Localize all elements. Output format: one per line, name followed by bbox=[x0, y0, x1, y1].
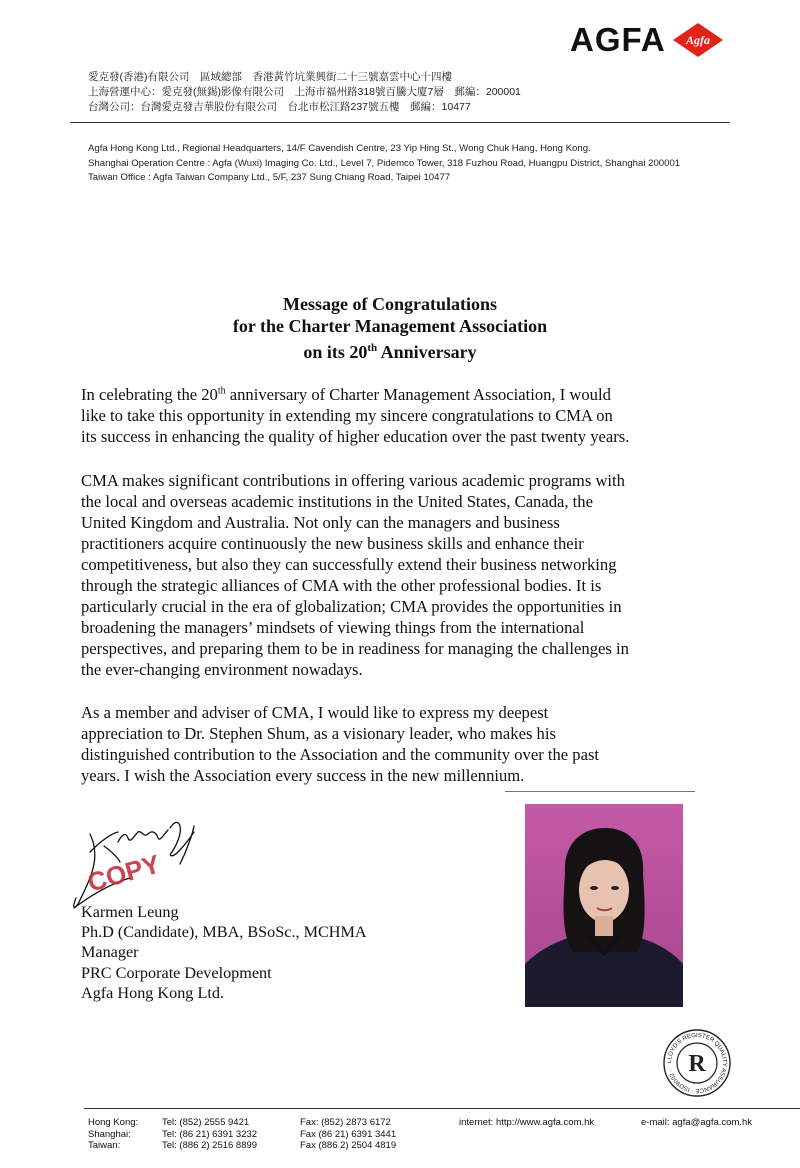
paragraph-1 bbox=[81, 384, 711, 447]
signature-with-copy-stamp bbox=[60, 812, 210, 912]
signatory-name: Karmen Leung bbox=[81, 903, 179, 921]
paragraph-line: CMA makes significant contributions in offering various academic programs with bbox=[81, 471, 625, 490]
paragraph-line: broadening the managers’ mindsets of viewing things from the international bbox=[81, 618, 585, 637]
seal-ring-text: LLOYD'S REGISTER QUALITY ASSURANCE · ISO9002 · bbox=[666, 1032, 728, 1094]
address-cn-taiwan: 台灣公司：台灣愛克發吉華股份有限公司 台北市松江路237號五樓 郵編：10477 bbox=[88, 101, 471, 113]
signatory-role: Manager bbox=[81, 943, 139, 962]
paragraph-line: particularly crucial in the era of globalization; CMA provides the opportunities in bbox=[81, 597, 622, 616]
paragraph-line: competitiveness, but also they can successfully extend their business networking bbox=[81, 555, 617, 574]
address-cn-hk: 愛克發(香港)有限公司 區域總部 香港黃竹坑業興街二十三號嘉雲中心十四樓 bbox=[88, 71, 452, 83]
address-en-hk: Agfa Hong Kong Ltd., Regional Headquarters, 14/F Cavendish Centre, 23 Yip Hing St., Wong Chuk Hang, Hong Kong. bbox=[88, 143, 591, 154]
footer-fax-taiwan: Fax (886 2) 2504 4819 bbox=[300, 1140, 397, 1151]
footer-tel-column bbox=[162, 1117, 257, 1152]
paragraph-line: In celebrating the 20th anniversary of Charter Management Association, I would bbox=[81, 385, 611, 404]
header-address-chinese bbox=[88, 70, 521, 115]
title-line-3: on its 20th Anniversary bbox=[303, 342, 477, 362]
header-divider bbox=[70, 122, 730, 123]
letter-title bbox=[0, 293, 780, 363]
footer-label-shanghai: Shanghai: bbox=[88, 1128, 131, 1140]
logo-mark-text: Agfa bbox=[685, 33, 710, 47]
seal-center-letter: R bbox=[688, 1051, 706, 1077]
paragraph-2 bbox=[81, 470, 711, 680]
paragraph-line: perspectives, and preparing them to be in readiness for managing the challenges in bbox=[81, 639, 629, 658]
title-line-2: for the Charter Management Association bbox=[232, 316, 548, 336]
copy-stamp: COPY bbox=[84, 848, 164, 898]
footer-fax-column bbox=[300, 1117, 396, 1152]
signatory-department: PRC Corporate Development bbox=[81, 963, 272, 982]
title-line-1: Message of Congratulations bbox=[283, 294, 497, 314]
quality-assurance-seal bbox=[662, 1028, 732, 1098]
signatory-company: Agfa Hong Kong Ltd. bbox=[81, 983, 224, 1002]
paragraph-3 bbox=[81, 702, 711, 786]
paragraph-line: As a member and adviser of CMA, I would like to express my deepest bbox=[81, 703, 549, 722]
footer-tel-hk: Tel: (852) 2555 9421 bbox=[162, 1117, 250, 1128]
paragraph-line: United Kingdom and Australia. Not only can the managers and business bbox=[81, 513, 560, 532]
address-cn-shanghai: 上海營運中心：愛克發(無錫)影像有限公司 上海市福州路318號百騰大廈7層 郵編：200001 bbox=[88, 86, 521, 98]
footer-tel-taiwan: Tel: (886 2) 2516 8899 bbox=[162, 1140, 258, 1151]
header-address-english bbox=[88, 142, 680, 186]
footer-label-hk: Hong Kong: bbox=[88, 1117, 139, 1128]
agfa-logo bbox=[570, 22, 724, 58]
signatory-credentials: Ph.D (Candidate), MBA, BSoSc., MCHMA bbox=[81, 923, 367, 942]
paragraph-line: its success in enhancing the quality of higher education over the past twenty years. bbox=[81, 427, 630, 446]
footer-label-taiwan: Taiwan: bbox=[88, 1140, 121, 1151]
logo-wordmark: AGFA bbox=[570, 21, 666, 58]
photo-top-rule bbox=[505, 791, 695, 792]
footer-fax-hk: Fax: (852) 2873 6172 bbox=[300, 1117, 391, 1128]
portrait-photo bbox=[525, 804, 683, 1007]
paragraph-line: distinguished contribution to the Association and the community over the past bbox=[81, 745, 600, 764]
address-en-taiwan: Taiwan Office : Agfa Taiwan Company Ltd., 5/F, 237 Sung Chiang Road, Taipei 10477 bbox=[88, 172, 451, 184]
footer-email[interactable]: e-mail: agfa@agfa.com.hk bbox=[641, 1117, 753, 1128]
paragraph-line: the ever-changing environment nowadays. bbox=[81, 660, 363, 679]
footer-office-labels bbox=[88, 1117, 138, 1152]
paragraph-line: like to take this opportunity in extending my sincere congratulations to CMA on bbox=[81, 406, 613, 425]
paragraph-line: practitioners acquire continuously the new business skills and enhance their bbox=[81, 534, 584, 553]
address-en-shanghai: Shanghai Operation Centre : Agfa (Wuxi) Imaging Co. Ltd., Level 7, Pidemco Tower, 318 Fuzhou Road, Huangpu District, Shanghai 200001 bbox=[88, 157, 681, 169]
signatory-block bbox=[81, 902, 367, 1003]
paragraph-line: the local and overseas academic institutions in the United States, Canada, the bbox=[81, 492, 593, 511]
footer-internet[interactable]: internet: http://www.agfa.com.hk bbox=[459, 1117, 595, 1128]
footer-tel-shanghai: Tel: (86 21) 6391 3232 bbox=[162, 1128, 258, 1140]
paragraph-line: years. I wish the Association every success in the new millennium. bbox=[81, 766, 525, 785]
paragraph-line: through the strategic alliances of CMA with the other professional bodies. It is bbox=[81, 576, 602, 595]
footer-fax-shanghai: Fax (86 21) 6391 3441 bbox=[300, 1128, 397, 1140]
footer-divider bbox=[84, 1108, 800, 1109]
agfa-diamond-icon bbox=[672, 22, 724, 58]
paragraph-line: appreciation to Dr. Stephen Shum, as a visionary leader, who makes his bbox=[81, 724, 556, 743]
